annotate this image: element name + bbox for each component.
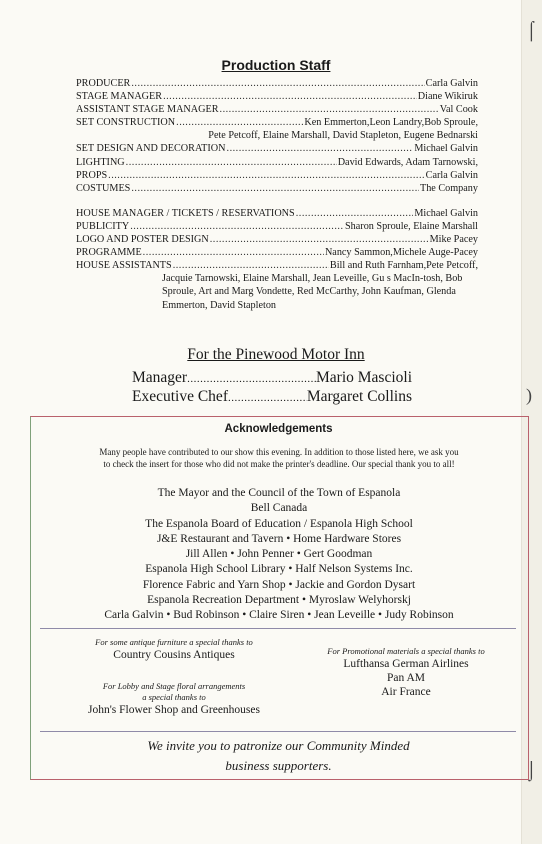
antique-sponsor	[58, 637, 290, 662]
antique-name: Country Cousins Antiques	[113, 649, 235, 661]
staff-role: LOGO AND POSTER DESIGN	[76, 234, 209, 246]
ack-line: Espanola High School Library • Half Nelson Systems Inc.	[145, 563, 413, 576]
staff-role: LIGHTING	[76, 156, 125, 168]
invite-text	[0, 736, 542, 776]
pinewood-title: For the Pinewood Motor Inn	[187, 346, 365, 363]
ack-line: Florence Fabric and Yarn Shop • Jackie and Gordon Dysart	[142, 578, 416, 591]
acknowledgements-list	[56, 486, 502, 624]
staff-role: COSTUMES	[76, 182, 131, 194]
floral-note: For Lobby and Stage floral arrangements	[102, 681, 246, 691]
promo-sponsor	[300, 646, 512, 699]
staff-role: HOUSE ASSISTANTS	[76, 260, 172, 272]
staff-row-props	[76, 169, 478, 182]
staff-name: Sharon Sproule, Elaine Marshall	[345, 220, 478, 232]
ack-line: The Mayor and the Council of the Town of Espanola	[157, 487, 401, 499]
staff-name: Michael Galvin	[414, 143, 478, 155]
promo-name: Lufthansa German Airlines	[343, 658, 469, 670]
edge-mark: ⌡	[526, 760, 537, 780]
manager-name: Mario Mascioli	[316, 369, 412, 386]
promo-name: Air France	[381, 686, 431, 698]
manager-role: Manager	[132, 369, 188, 386]
staff-name: Bill and Ruth Farnham,Pete Petcoff,	[329, 260, 478, 272]
floral-name: John's Flower Shop and Greenhouses	[87, 704, 260, 716]
house-assistants-continued: Jacquie Tarnowski, Elaine Marshall, Jean Leveille, Gu s MacIn-tosh, Bob Sproule, Art and Marg Vondette, Red McCarthy, John Kaufman, Glenda Emmerton, David Stapleton	[162, 273, 463, 311]
divider	[40, 731, 516, 732]
staff-role: PUBLICITY	[76, 220, 130, 232]
chef-role: Executive Chef	[132, 388, 228, 405]
staff-role: STAGE MANAGER	[76, 91, 163, 103]
acknowledgements-intro: Many people have contributed to our show this evening. In addition to those listed here, we ask you to check the insert for those who did not make the printer's deadline. Our special thank you to all!	[99, 447, 459, 469]
staff-name: Michael Galvin	[414, 207, 478, 219]
ack-line: Jill Allen • John Penner • Gert Goodman	[185, 548, 373, 561]
staff-role: PRODUCER	[76, 78, 131, 89]
staff-row-set-design	[76, 142, 478, 155]
staff-name: The Company	[419, 182, 478, 194]
antique-note: For some antique furniture a special thanks to	[95, 637, 253, 647]
staff-role: SET DESIGN AND DECORATION	[76, 143, 226, 155]
staff-row-house-assistants	[76, 259, 478, 272]
pinewood-chef-row	[132, 388, 412, 406]
staff-row-logo-design	[76, 233, 478, 246]
production-staff-title: Production Staff	[221, 57, 331, 73]
ack-line: Carla Galvin • Bud Robinson • Claire Siren • Jean Leveille • Judy Robinson	[104, 609, 454, 622]
staff-row-asst-stage-manager	[76, 103, 478, 116]
staff-row-costumes	[76, 182, 478, 195]
set-construction-continued: Pete Petcoff, Elaine Marshall, David Stapleton, Eugene Bednarski	[208, 130, 478, 142]
staff-name: Carla Galvin	[425, 78, 478, 89]
ack-line: Espanola Recreation Department • Myroslaw Welyhorskj	[147, 594, 411, 607]
invite-line: business supporters.	[225, 758, 332, 773]
staff-role: SET CONSTRUCTION	[76, 117, 176, 129]
staff-role: ASSISTANT STAGE MANAGER	[76, 104, 219, 116]
staff-name: Mike Pacey	[429, 234, 478, 246]
staff-name: Val Cook	[439, 104, 478, 116]
divider	[40, 628, 516, 629]
edge-mark: )	[526, 385, 532, 405]
ack-line: J&E Restaurant and Tavern • Home Hardware Stores	[156, 532, 402, 545]
staff-row-stage-manager	[76, 90, 478, 103]
staff-row-producer	[76, 77, 478, 90]
ack-line: Bell Canada	[250, 502, 308, 515]
staff-row-set-construction	[76, 116, 478, 129]
staff-name: Carla Galvin	[425, 169, 478, 181]
staff-row-lighting	[76, 156, 478, 169]
staff-name: Ken Emmerton,Leon Landry,Bob Sproule,	[304, 117, 478, 129]
production-staff-list	[76, 77, 478, 312]
pinewood-manager-row	[132, 369, 412, 387]
staff-role: PROPS	[76, 169, 108, 181]
staff-name: David Edwards, Adam Tarnowski,	[337, 156, 478, 168]
edge-mark: ⌠	[526, 20, 537, 40]
promo-name: Pan AM	[386, 672, 426, 684]
staff-role: PROGRAMME	[76, 247, 142, 259]
acknowledgements-title: Acknowledgements	[224, 423, 333, 435]
chef-name: Margaret Collins	[306, 388, 412, 405]
promo-note: For Promotional materials a special thanks to	[327, 646, 485, 656]
invite-line: We invite you to patronize our Community Minded	[147, 738, 410, 753]
staff-row-programme	[76, 246, 478, 259]
floral-note: a special thanks to	[142, 692, 206, 702]
floral-sponsor	[40, 681, 308, 717]
ack-line: The Espanola Board of Education / Espanola High School	[145, 517, 413, 530]
staff-row-house-manager	[76, 207, 478, 220]
staff-name: Nancy Sammon,Michele Auge-Pacey	[324, 247, 478, 259]
staff-role: HOUSE MANAGER / TICKETS / RESERVATIONS	[76, 207, 295, 219]
staff-name: Diane Wikiruk	[417, 91, 478, 103]
staff-row-publicity	[76, 220, 478, 233]
